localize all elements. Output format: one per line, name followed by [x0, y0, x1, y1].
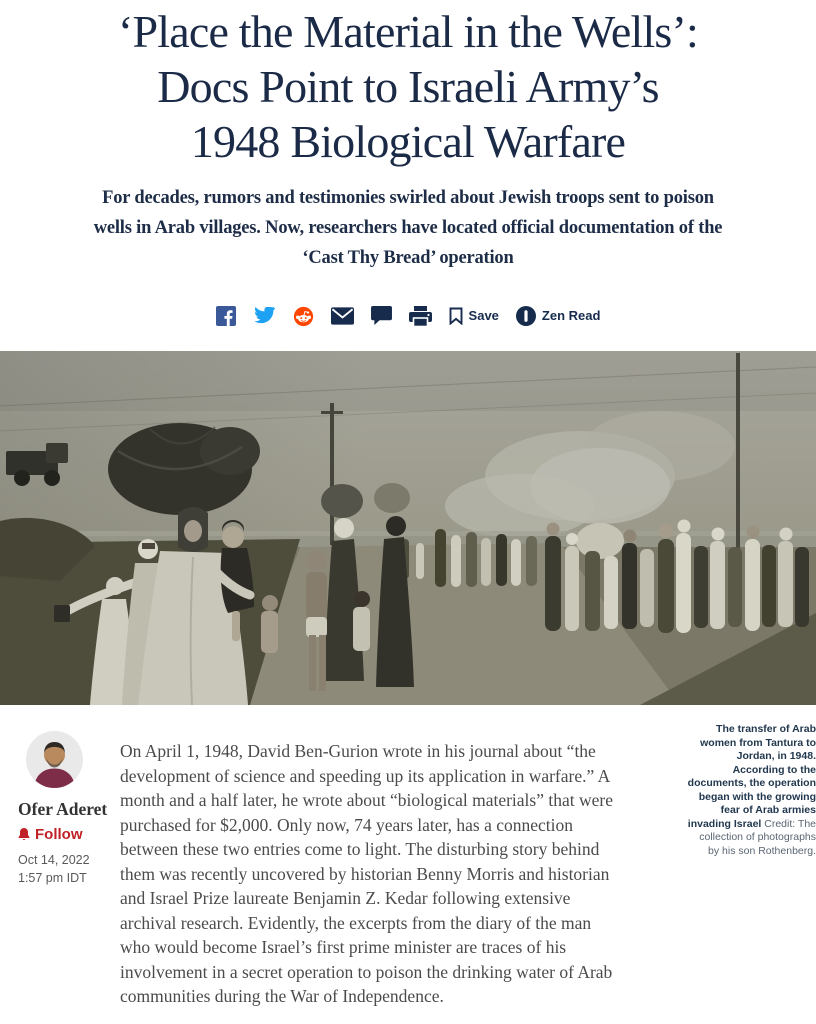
bookmark-icon [449, 307, 463, 325]
zen-read-icon [516, 306, 536, 326]
save-button[interactable] [449, 306, 499, 326]
share-toolbar [0, 305, 816, 327]
print-button[interactable] [409, 306, 432, 327]
article-paragraph: On April 1, 1948, David Ben-Gurion wrote in his journal about “the development of science and speeding up its application in warfare.” A month and a half later, he wrote about “biological materials” that were purchased for $2,000. Only now, 74 years later, has a connection between these two entries come to light. The disturbing story behind them was recently uncovered by historian Benny Morris and historian and Israel Prize laureate Benjamin Z. Kedar following extensive archival research. Evidently, the excerpts from the diary of the man who would become Israel’s first prime minister are traces of his involvement in a secret operation to poison the drinking water of Arab communities during the War of Independence. [120, 741, 613, 1006]
zen-read-label: Zen Read [541, 308, 601, 323]
article-content [0, 713, 816, 1024]
author-name-link[interactable]: Ofer Aderet [18, 799, 108, 819]
headline-line-1: ‘Place the Material in the Wells’: [117, 6, 699, 57]
follow-label: Follow [35, 826, 83, 843]
caption-text: The transfer of Arab women from Tantura to Jordan, in 1948. According to the documents, the operation began with the growing fear of Arab armies invading Israel [687, 723, 816, 830]
save-label: Save [468, 308, 499, 323]
headline-line-3: 1948 Biological Warfare [190, 116, 626, 167]
email-icon [331, 307, 354, 325]
subtitle-line-2: wells in Arab villages. Now, researchers have located official documentation of the [93, 218, 723, 238]
zen-read-button[interactable] [516, 306, 601, 326]
twitter-share-button[interactable] [253, 307, 276, 326]
facebook-share-button[interactable] [216, 306, 236, 326]
bell-icon [18, 828, 30, 841]
hero-photo [0, 351, 816, 705]
facebook-icon [216, 306, 236, 326]
author-rail [18, 713, 112, 1024]
article-body-column [120, 713, 620, 1024]
article-subtitle [18, 183, 798, 273]
subtitle-line-3: ‘Cast Thy Bread’ operation [302, 248, 514, 268]
print-icon [409, 306, 432, 327]
reddit-icon [293, 306, 314, 327]
avatar-image [26, 731, 83, 788]
headline-line-2: Docs Point to Israeli Army’s [157, 61, 659, 112]
reddit-share-button[interactable] [293, 306, 314, 327]
subtitle-line-1: For decades, rumors and testimonies swirled about Jewish troops sent to poison [102, 188, 714, 208]
comment-icon [371, 306, 392, 326]
email-share-button[interactable] [331, 307, 354, 325]
photo-caption [686, 713, 816, 1024]
refugees-photo-illustration [0, 351, 816, 705]
twitter-icon [253, 307, 276, 326]
publish-date: Oct 14, 2022 1:57 pm IDT [18, 853, 90, 885]
comment-button[interactable] [371, 306, 392, 326]
page-title [5, 4, 811, 169]
author-avatar[interactable] [26, 731, 83, 788]
follow-button[interactable] [18, 826, 83, 843]
caption-credit: Credit: The collection of photographs by his son Rothenberg. [699, 817, 816, 857]
